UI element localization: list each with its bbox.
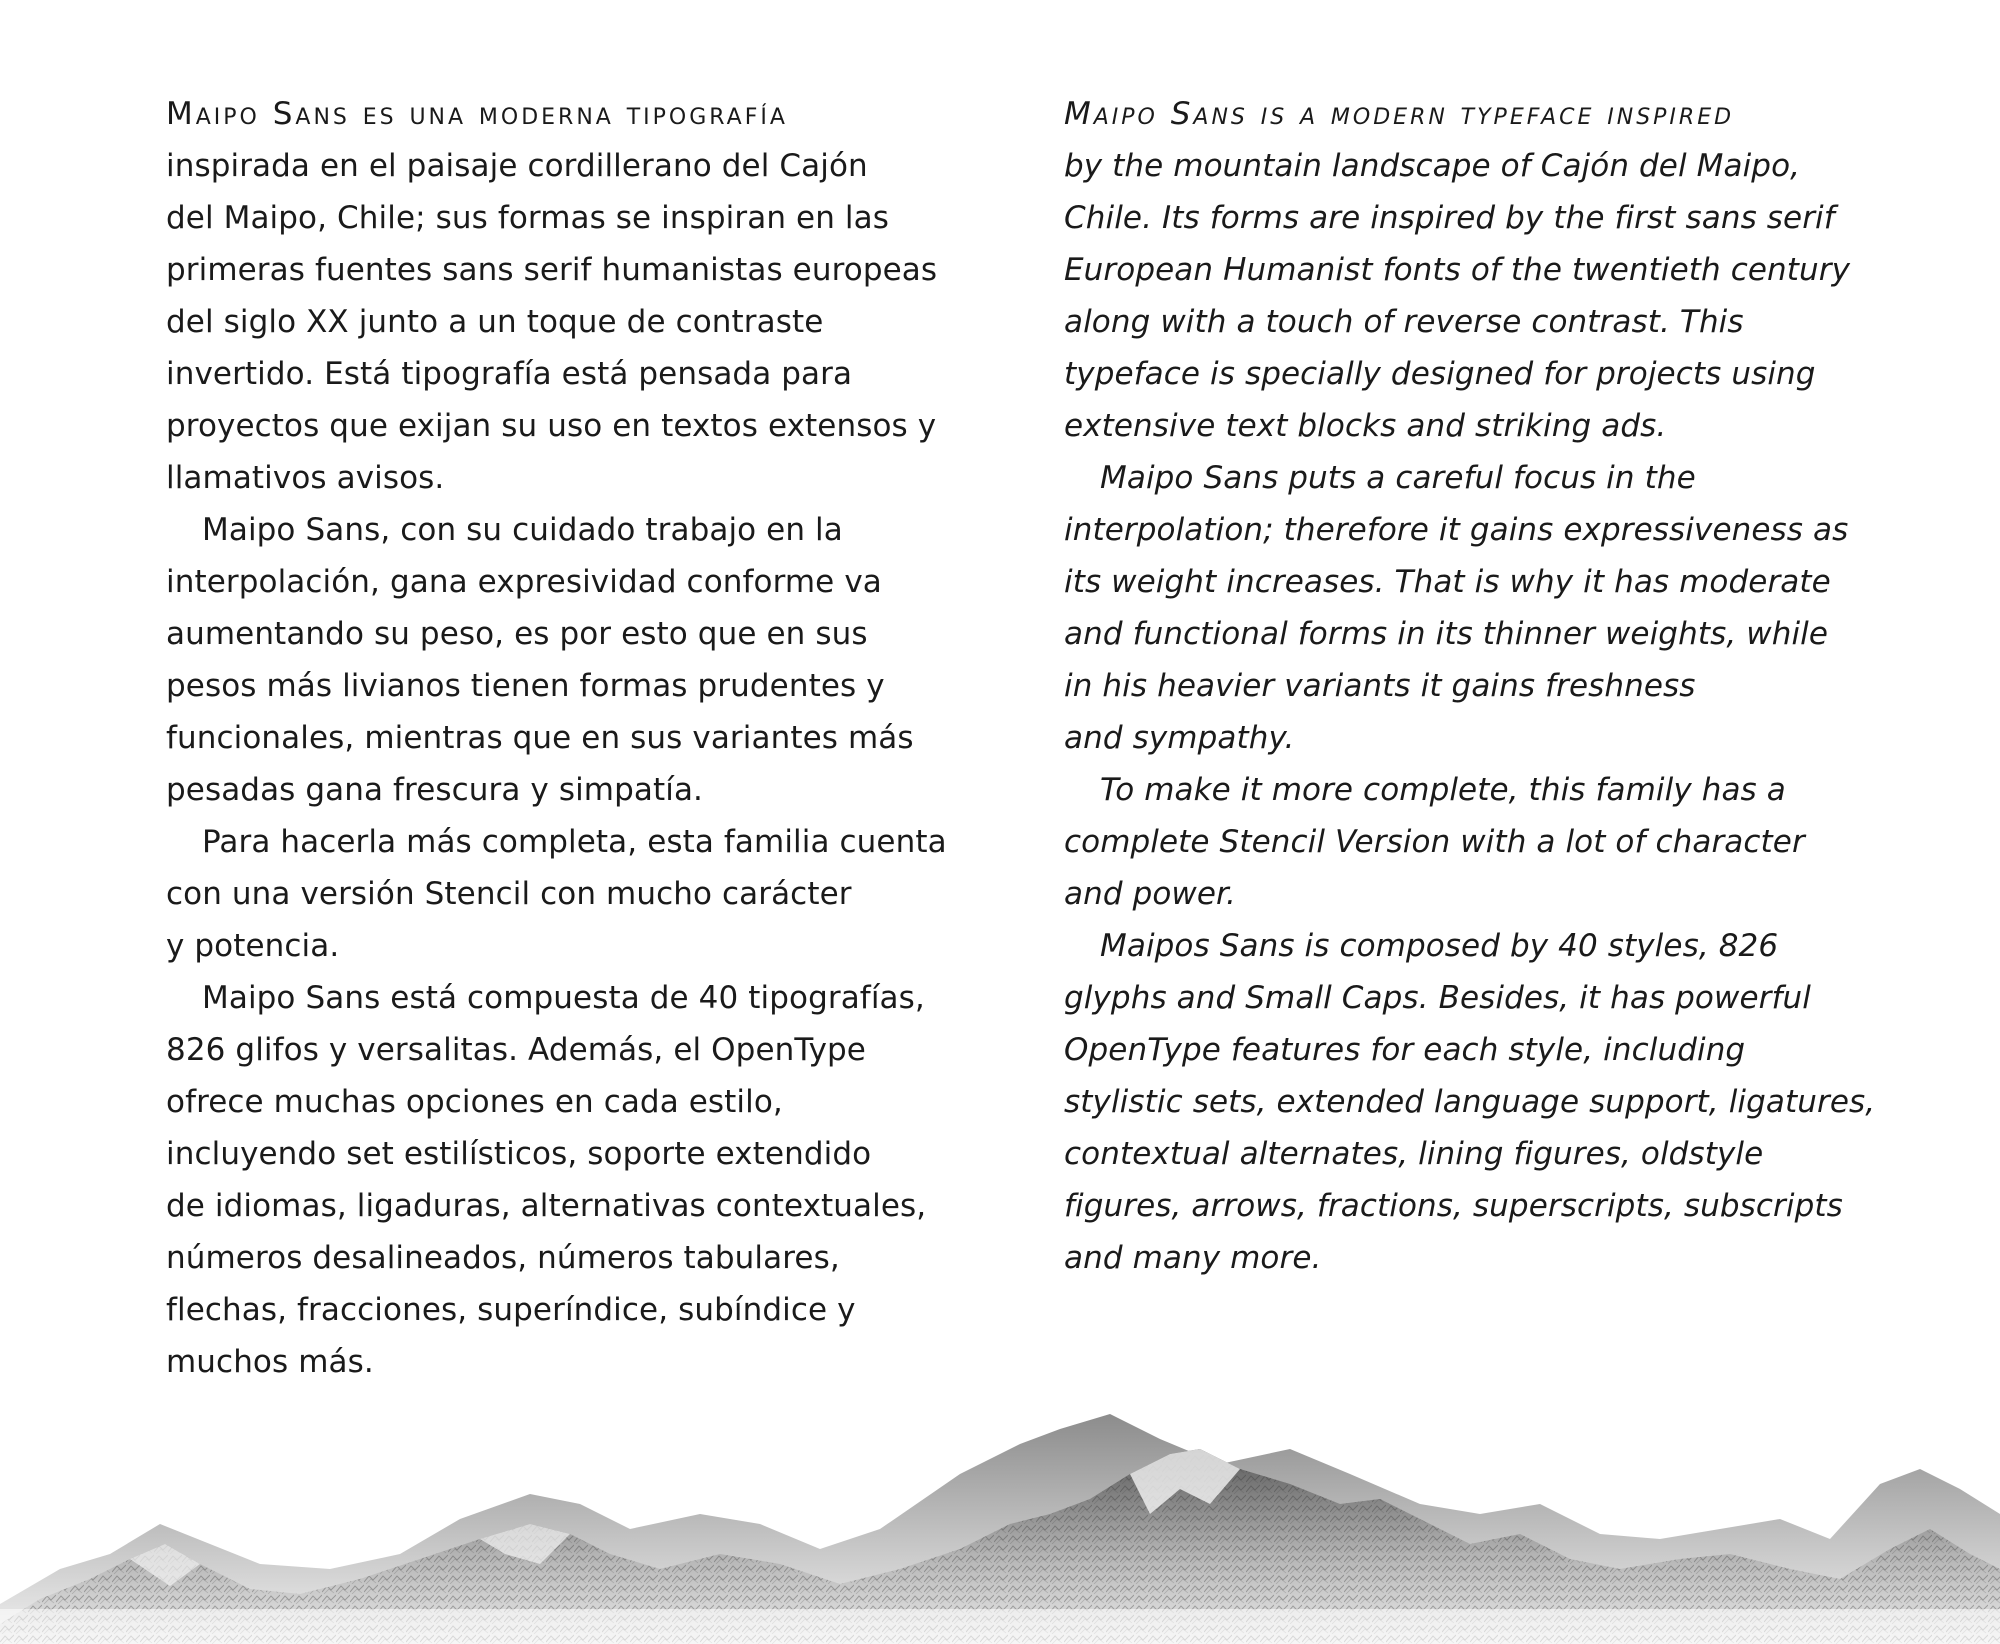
text-line: flechas, fracciones, superíndice, subíndice y: [166, 1292, 856, 1328]
text-line: Maipo Sans, con su cuidado trabajo en la: [202, 512, 843, 548]
text-line: contextual alternates, lining figures, oldstyle: [1064, 1136, 1764, 1172]
text-line: figures, arrows, fractions, superscripts, subscripts: [1064, 1188, 1843, 1224]
text-line: and functional forms in its thinner weights, while: [1064, 616, 1829, 652]
text-line: de idiomas, ligaduras, alternativas contextuales,: [166, 1188, 927, 1224]
text-line: along with a touch of reverse contrast. This: [1064, 304, 1744, 340]
mountain-range-illustration: [0, 1354, 2000, 1644]
text-line: pesadas gana frescura y simpatía.: [166, 772, 703, 808]
text-line: con una versión Stencil con mucho carácter: [166, 876, 852, 912]
spanish-paragraph-intro: [166, 88, 936, 504]
text-line: invertido. Está tipografía está pensada para: [166, 356, 853, 392]
text-line: in his heavier variants it gains freshness: [1064, 668, 1696, 704]
text-line: complete Stencil Version with a lot of character: [1064, 824, 1805, 860]
text-line: To make it more complete, this family has a: [1100, 772, 1786, 808]
english-paragraph-stencil: [1064, 764, 1844, 920]
text-line: interpolation; therefore it gains expressiveness as: [1064, 512, 1849, 548]
text-line: extensive text blocks and striking ads.: [1064, 408, 1667, 444]
text-line: glyphs and Small Caps. Besides, it has powerful: [1064, 980, 1811, 1016]
spanish-text-column: [166, 88, 947, 1388]
text-line: incluyendo set estilísticos, soporte extendido: [166, 1136, 872, 1172]
english-lead-small-caps: Maipo Sans is a modern typeface inspired: [1064, 96, 1735, 132]
text-line: llamativos avisos.: [166, 460, 445, 496]
text-line: muchos más.: [166, 1344, 374, 1380]
text-line: y potencia.: [166, 928, 340, 964]
text-line: del siglo XX junto a un toque de contraste: [166, 304, 824, 340]
text-line: European Humanist fonts of the twentieth century: [1064, 252, 1851, 288]
text-line: by the mountain landscape of Cajón del Maipo,: [1064, 148, 1801, 184]
text-line: Para hacerla más completa, esta familia cuenta: [202, 824, 947, 860]
text-line: números desalineados, números tabulares,: [166, 1240, 840, 1276]
text-line: funcionales, mientras que en sus variantes más: [166, 720, 914, 756]
text-line: its weight increases. That is why it has moderate: [1064, 564, 1831, 600]
text-line: and many more.: [1064, 1240, 1322, 1276]
text-line: del Maipo, Chile; sus formas se inspiran en las: [166, 200, 889, 236]
spanish-paragraph-features: [166, 972, 936, 1388]
text-line: ofrece muchas opciones en cada estilo,: [166, 1084, 783, 1120]
english-text-column: [1064, 88, 1876, 1284]
text-line: typeface is specially designed for projects using: [1064, 356, 1816, 392]
spanish-paragraph-interpolation: [166, 504, 936, 816]
english-paragraph-intro: [1064, 88, 1851, 452]
text-line: 826 glifos y versalitas. Además, el OpenType: [166, 1032, 866, 1068]
text-line: Maipo Sans está compuesta de 40 tipografías,: [202, 980, 925, 1016]
text-line: Maipos Sans is composed by 40 styles, 826: [1100, 928, 1779, 964]
english-paragraph-features: [1064, 920, 1876, 1284]
spanish-paragraph-stencil: [166, 816, 947, 972]
text-line: proyectos que exijan su uso en textos extensos y: [166, 408, 937, 444]
text-line: pesos más livianos tienen formas prudentes y: [166, 668, 885, 704]
text-line: stylistic sets, extended language support, ligatures,: [1064, 1084, 1876, 1120]
text-line: Chile. Its forms are inspired by the first sans serif: [1064, 200, 1835, 236]
text-line: primeras fuentes sans serif humanistas europeas: [166, 252, 938, 288]
text-line: inspirada en el paisaje cordillerano del Cajón: [166, 148, 868, 184]
text-line: aumentando su peso, es por esto que en sus: [166, 616, 868, 652]
text-line: OpenType features for each style, including: [1064, 1032, 1746, 1068]
text-line: interpolación, gana expresividad conforme va: [166, 564, 882, 600]
spanish-lead-small-caps: Maipo Sans es una moderna tipografía: [166, 96, 788, 132]
english-paragraph-interpolation: [1064, 452, 1849, 764]
text-line: and sympathy.: [1064, 720, 1295, 756]
text-line: Maipo Sans puts a careful focus in the: [1100, 460, 1696, 496]
text-line: and power.: [1064, 876, 1236, 912]
